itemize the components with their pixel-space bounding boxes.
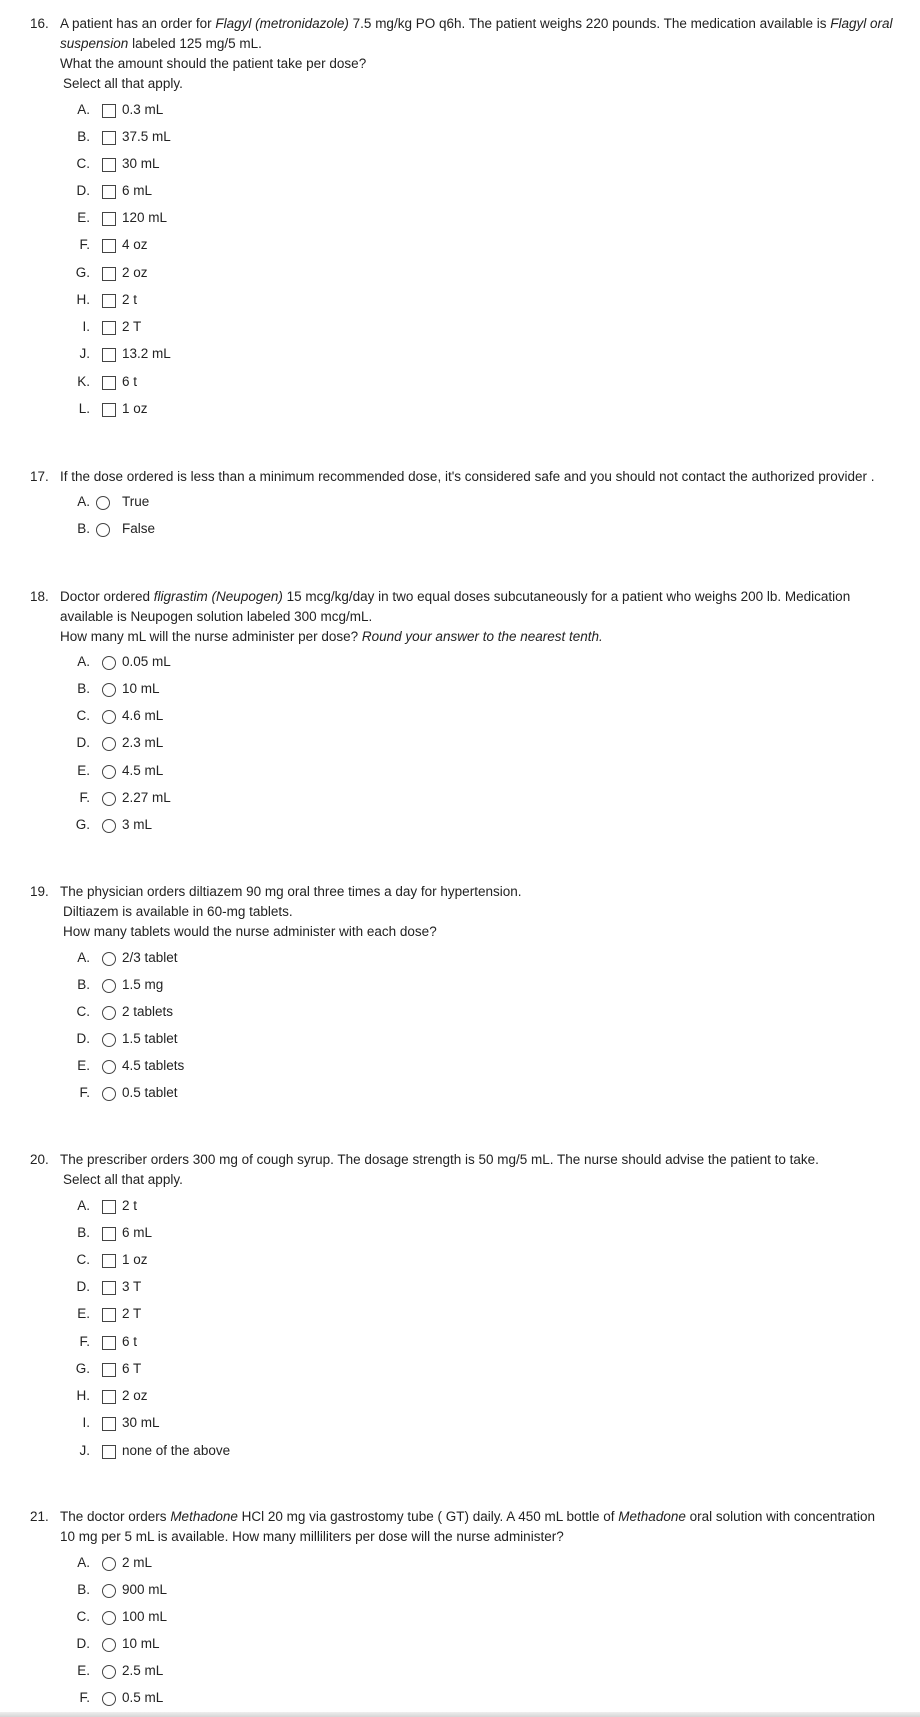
- radio-button[interactable]: [102, 1584, 116, 1598]
- checkbox[interactable]: [102, 1445, 116, 1459]
- radio-button[interactable]: [102, 1060, 116, 1074]
- checkbox[interactable]: [102, 131, 116, 145]
- question-text-cont: available is Neupogen solution labeled 300 mcg/mL.: [60, 609, 373, 624]
- radio-button[interactable]: [102, 1087, 116, 1101]
- question-text: Doctor ordered fligrastim (Neupogen) 15 mcg/kg/day in two equal doses subcutaneously for a patient who weighs 200 lb. Medication: [60, 589, 851, 604]
- checkbox[interactable]: [102, 158, 116, 172]
- checkbox[interactable]: [102, 1227, 116, 1241]
- radio-button[interactable]: [96, 496, 110, 510]
- checkbox[interactable]: [102, 1417, 116, 1431]
- question-number: 20.: [30, 1152, 49, 1167]
- question-text: The prescriber orders 300 mg of cough syrup. The dosage strength is 50 mg/5 mL. The nurse should advise the patient to take.: [60, 1152, 819, 1167]
- checkbox[interactable]: [102, 239, 116, 253]
- checkbox[interactable]: [102, 1308, 116, 1322]
- select-all-instruction: Select all that apply.: [63, 1172, 183, 1187]
- bottom-edge: [0, 1712, 920, 1717]
- radio-button[interactable]: [102, 683, 116, 697]
- checkbox[interactable]: [102, 348, 116, 362]
- checkbox[interactable]: [102, 321, 116, 335]
- radio-button[interactable]: [102, 1692, 116, 1706]
- checkbox[interactable]: [102, 1254, 116, 1268]
- checkbox[interactable]: [102, 267, 116, 281]
- question-prompt: How many tablets would the nurse administer with each dose?: [63, 924, 437, 939]
- radio-button[interactable]: [102, 710, 116, 724]
- radio-button[interactable]: [102, 1557, 116, 1571]
- checkbox[interactable]: [102, 1390, 116, 1404]
- checkbox[interactable]: [102, 294, 116, 308]
- radio-button[interactable]: [102, 1611, 116, 1625]
- question-text-cont: Diltiazem is available in 60-mg tablets.: [63, 904, 293, 919]
- radio-button[interactable]: [102, 979, 116, 993]
- question-text: A patient has an order for Flagyl (metronidazole) 7.5 mg/kg PO q6h. The patient weighs 220 pounds. The medication available is Flagyl oral: [60, 16, 893, 31]
- question-number: 21.: [30, 1509, 49, 1524]
- radio-button[interactable]: [102, 1665, 116, 1679]
- checkbox[interactable]: [102, 1363, 116, 1377]
- radio-button[interactable]: [102, 656, 116, 670]
- checkbox[interactable]: [102, 185, 116, 199]
- question-number: 17.: [30, 469, 49, 484]
- checkbox[interactable]: [102, 376, 116, 390]
- question-text-cont: suspension labeled 125 mg/5 mL.: [60, 36, 262, 51]
- question-text: If the dose ordered is less than a minimum recommended dose, it's considered safe and you should not contact the authorized provider .: [60, 469, 875, 484]
- radio-button[interactable]: [102, 1638, 116, 1652]
- radio-button[interactable]: [102, 765, 116, 779]
- question-prompt: What the amount should the patient take per dose?: [60, 56, 367, 71]
- radio-button[interactable]: [102, 952, 116, 966]
- question-text: The physician orders diltiazem 90 mg oral three times a day for hypertension.: [60, 884, 522, 899]
- question-text: The doctor orders Methadone HCl 20 mg via gastrostomy tube ( GT) daily. A 450 mL bottle of Methadone oral solution with concentration: [60, 1509, 875, 1524]
- question-number: 16.: [30, 16, 49, 31]
- radio-button[interactable]: [102, 1033, 116, 1047]
- select-all-instruction: Select all that apply.: [63, 76, 183, 91]
- checkbox[interactable]: [102, 1281, 116, 1295]
- radio-button[interactable]: [102, 1006, 116, 1020]
- question-prompt: How many mL will the nurse administer per dose? Round your answer to the nearest tenth.: [60, 629, 603, 644]
- radio-button[interactable]: [96, 523, 110, 537]
- checkbox[interactable]: [102, 1336, 116, 1350]
- question-number: 19.: [30, 884, 49, 899]
- checkbox[interactable]: [102, 104, 116, 118]
- question-number: 18.: [30, 589, 49, 604]
- question-text-cont: 10 mg per 5 mL is available. How many milliliters per dose will the nurse administer?: [60, 1529, 564, 1544]
- radio-button[interactable]: [102, 819, 116, 833]
- checkbox[interactable]: [102, 403, 116, 417]
- checkbox[interactable]: [102, 212, 116, 226]
- radio-button[interactable]: [102, 792, 116, 806]
- checkbox[interactable]: [102, 1200, 116, 1214]
- radio-button[interactable]: [102, 737, 116, 751]
